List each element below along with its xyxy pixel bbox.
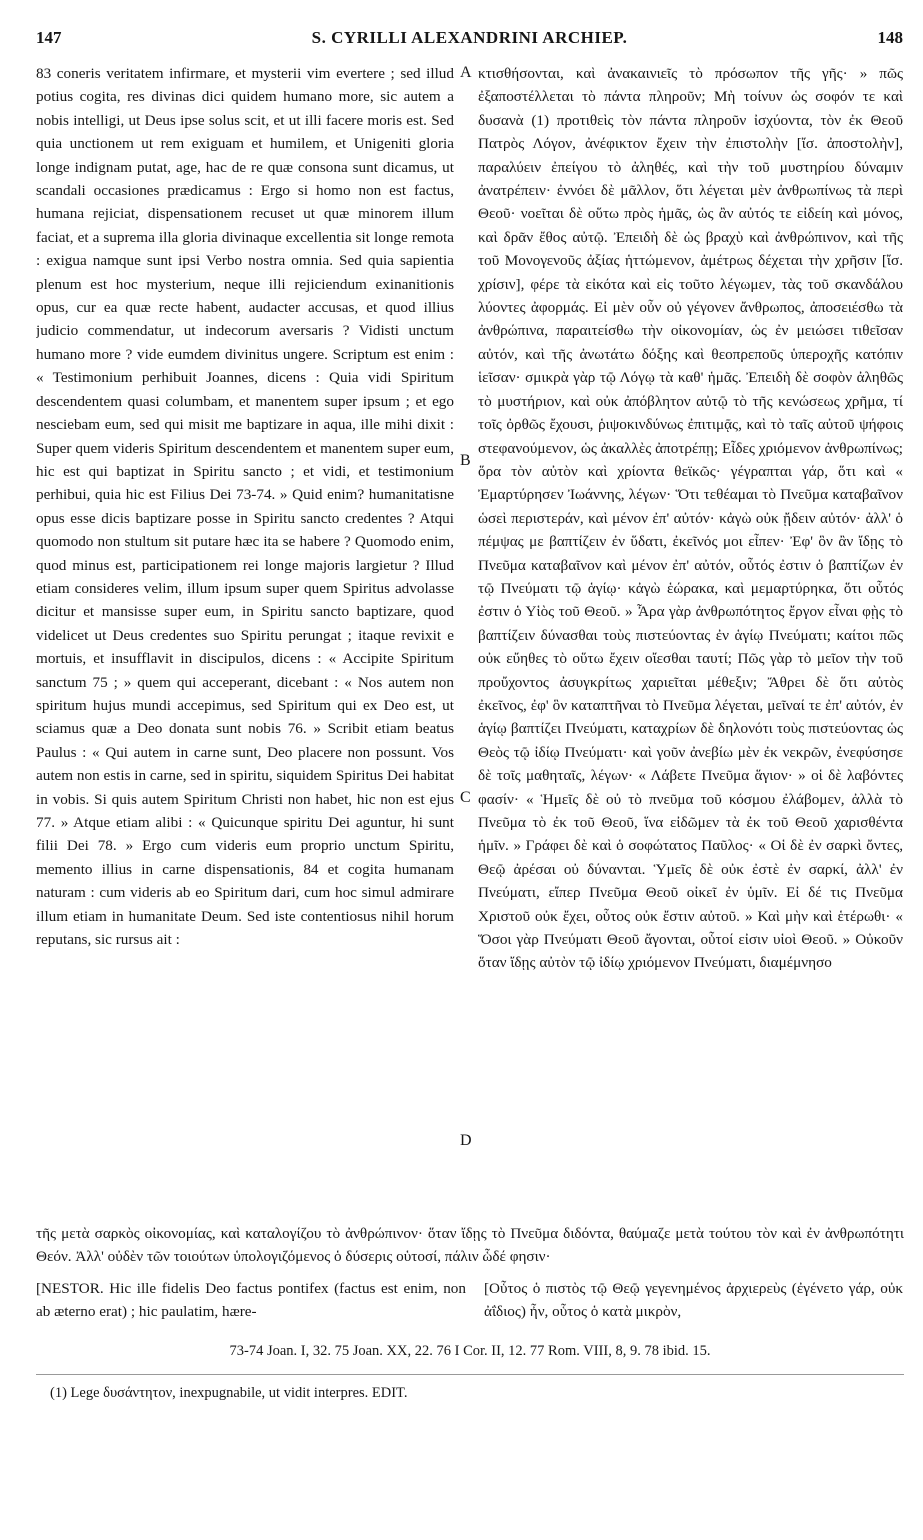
running-header (36, 28, 903, 58)
editor-footnote: (1) Lege δυσάντητον, inexpugnabile, ut vidit interpres. EDIT. (50, 1384, 408, 1401)
section-letter-c: C (460, 789, 471, 806)
nestor-latin: [NESTOR. Hic ille fidelis Deo factus pontifex (factus est enim, non ab æterno erat) ; hic paulatim, hære- (36, 1279, 466, 1321)
running-title: S. CYRILLI ALEXANDRINI ARCHIEP. (311, 28, 628, 47)
section-letter-d: D (460, 1132, 472, 1149)
greek-column: κτισθήσονται, καὶ ἀνακαινιεῖς τὸ πρόσωπον τῆς γῆς· » πῶς ἐξαποστέλλεται τὸ πάντα πληροῦν; Μὴ τοίνυν ὡς σοφόν τε καὶ δυσανὰ (1) προτιθεὶς τὸν πάντα πληροῦν ἰσχύοντα, τὸν ἐκ Θεοῦ Πατρὸς Λόγον, ἀνέφικτον ἔχειν τὴν ἐπιστολὴν [ἴσ. ἀποστολὴν], παραλύειν ἐπείγου τὸ ἀληθές, καὶ τὴν τοῦ μυστηρίου δύναμιν ἀνατρέπειν· ἐννόει δὲ μᾶλλον, ὅτι λέγεται μὲν ἀνθρωπίνως τὰ περὶ Θεοῦ· νοεῖται δὲ οὕτω πρὸς ἡμᾶς, ὡς ἂν αὐτός τε εἰδείη καὶ μόνος, καὶ δρᾶν ἔθος αὐτῷ. Ἐπειδὴ δὲ ὡς βραχὺ καὶ ἀνθρώπινον, καὶ τῆς τοῦ Μονογενοῦς ἀξίας ἡττώμενον, ἀμέτρως δέχεται τὴν χρῆσιν [ἴσ. χρίσιν], φέρε τὰ εἰκότα καὶ εἰς τοῦτο λέγωμεν, τὰς τοῦ σκανδάλου λύοντες ἀφορμάς. Εἰ μὲν οὖν οὐ γέγονεν ἄνθρωπος, ἀποσειέσθω τὰ ἀνθρώπινα, παραιτείσθω τὴν οἰκονομίαν, ὡς ἐν μειώσει τιθεῖσαν αὐτόν, καὶ τῆς ἀνωτάτω δόξης καὶ θεοπρεποῦς ὑπεροχῆς κατόπιν ἱεῖσαν· σμικρὰ γὰρ τῷ Λόγῳ τὰ καθ' ἡμᾶς. Ἐπειδὴ δὲ σοφὸν ἀληθῶς τὸ μυστήριον, καὶ οὐκ ἀπόβλητον αὐτῷ τὸ τῆς κενώσεως χρῆμα, τί τοῖς ὀρθῶς ἔχουσι, ῥιψοκινδύνως ἐπιτιμᾷς, καὶ τὸ ταῖς αὐτοῦ ψήφοις στεφανούμενον, ὡς ἀκαλλὲς ἀποτρέπῃ; Εἶδες χριόμενον ἀνθρωπίνως; ὅρα τὸν αὐτὸν καὶ χρίοντα θεϊκῶς· γέγραπται γάρ, ὅτι καὶ « Ἐμαρτύρησεν Ἰωάννης, λέγων· Ὅτι τεθέαμαι τὸ Πνεῦμα καταβαῖνον ὡσεὶ περιστεράν, καὶ μένον ἐπ' αὐτόν· κἀγὼ οὐκ ᾔδειν αὐτόν· ἀλλ' ὁ πέμψας με βαπτίζειν ἐν ὕδατι, ἐκεῖνός μοι εἶπεν· Ἐφ' ὃν ἂν ἴδῃς τὸ Πνεῦμα καταβαῖνον καὶ μένον ἐπ' αὐτόν, οὗτός ἐστιν ὁ βαπτίζων ἐν τῷ Πνεύματι τῷ ἁγίῳ· κἀγὼ ἑώρακα, καὶ μεμαρτύρηκα, ὅτι οὗτός ἐστιν ὁ Υἱὸς τοῦ Θεοῦ. » Ἆρα γὰρ ἀνθρωπότητος ἔργον εἶναι φῂς τὸ βαπτίζειν δύνασθαι τοὺς πιστεύοντας ἐν ἁγίῳ Πνεύματι; καίτοι πῶς οὐκ εὔηθες τὸ οὕτω ἔχειν οἴεσθαι ταυτί; Πῶς γὰρ τὸ μεῖον τὴν τοῦ προὔχοντος ἀσυγκρίτως χαριεῖται μέθεξιν; Ἄθρει δὲ ὅτι αὐτὸς ἐκεῖνος, ἐφ' ὃν καταπτῆναι τὸ Πνεῦμα λέγεται, μεῖναί τε ἐπ' αὐτόν, ἐν ἁγίῳ βαπτίζει Πνεύματι, καταχρίων δὲ δηλονότι τοὺς πιστεύοντας ὡς Θεὸς τῷ ἰδίῳ Πνεύματι· καὶ γοῦν ἀνεβίω μὲν ἐκ νεκρῶν, ἐνεφύσησε δὲ τοῖς μαθηταῖς, λέγων· « Λάβετε Πνεῦμα ἅγιον· » οἱ δὲ λαβόντες φασίν· « Ἡμεῖς δὲ οὐ τὸ πνεῦμα τοῦ κόσμου ἐλάβομεν, ἀλλὰ τὸ Πνεῦμα τὸ ἐκ τοῦ Θεοῦ, ἵνα εἰδῶμεν τὰ ἐκ τοῦ Θεοῦ χαρισθέντα ἡμῖν. » Γράφει δὲ καὶ ὁ σοφώτατος Παῦλος· « Οἱ δὲ ἐν σαρκὶ ὄντες, Θεῷ ἀρέσαι οὐ δύνανται. Ὑμεῖς δὲ οὐκ ἐστὲ ἐν σαρκί, ἀλλ' ἐν Πνεύματι, εἴπερ Πνεῦμα Θεοῦ οἰκεῖ ἐν ὑμῖν. Εἰ δέ τις Πνεῦμα Χριστοῦ οὐκ ἔχει, οὗτος οὐκ ἔστιν αὐτοῦ. » Καὶ μὴν καὶ ἑτέρωθι· « Ὅσοι γὰρ Πνεύματι Θεοῦ ἄγονται, οὗτοί εἰσιν υἱοὶ Θεοῦ. » Οὐκοῦν ὅταν ἴδῃς αὐτὸν τῷ ἰδίῳ χριόμενον Πνεύματι, διαμέμνησο (478, 65, 903, 972)
nestor-greek: [Οὗτος ὁ πιστὸς τῷ Θεῷ γεγενημένος ἀρχιερεὺς (ἐγένετο γάρ, οὐκ ἀΐδιος) ἦν, οὗτος ὁ κατὰ μικρὸν, (484, 1279, 903, 1321)
greek-spanning-text: τῆς μετὰ σαρκὸς οἰκονομίας, καὶ καταλογίζου τὸ ἀνθρώπινον· ὅταν ἴδῃς τὸ Πνεῦμα διδόντα, θαύμαζε μετὰ τούτου τὸν καὶ ἐν ἀνθρωπότητι Θεόν. Ἀλλ' οὐδὲν τῶν τοιούτων ὑπολογιζόμενος ὁ δύσερις οὑτοσί, πάλιν ὧδέ φησιν· (36, 1225, 904, 1266)
section-letter-b: B (460, 452, 471, 469)
footnote-divider (36, 1374, 904, 1375)
scripture-references: 73-74 Joan. I, 32. 75 Joan. XX, 22. 76 I Cor. II, 12. 77 Rom. VIII, 8, 9. 78 ibid. 15. (229, 1342, 711, 1359)
section-letter-a: A (460, 64, 472, 81)
latin-column: 83 coneris veritatem infirmare, et mysterii vim evertere ; sed illud potius cogita, res divinas dici quidem humano more, sic autem a nobis intelligi, ut Deus ipse solus scit, et ut illi facere moris est. Sed quia unctionem ut rem exiguam et humilem, et Unigeniti gloria longe indignam putat, age, hac de re quæ consona sunt dicamus, ut scandali occasiones prædicamus : Ergo si homo non est factus, humana rejiciat, dispensationem recuset ut quæ minorem illum faciat, et a suprema illa gloria divinaque excellentia sit longe remota : exigua namque sunt ipsi Verbo nostra omnia. Sed quia sapientia plenum est hoc mysterium, neque illi rejiciendum exinanitionis opus, cur ea quæ recte habent, audacter accusas, et quod illius judicio commendatur, ut indecorum aversaris ? Vidisti unctum humano more ? vide eumdem divinitus ungere. Scriptum est enim : « Testimonium perhibuit Joannes, dicens : Quia vidi Spiritum descendentem quasi columbam, et manentem super ipsum ; et ego nesciebam eum, sed qui misit me baptizare in aqua, ille mihi dixit : Super quem videris Spiritum descendentem et manentem super eum, hic est qui baptizat in Spiritu sancto ; et vidi, et testimonium perhibui, quia hic est Filius Dei 73-74. » Quid enim? humanitatisne opus esse dicis baptizare posse in Spiritu sancto credentes ? Atqui quomodo non stultum sit putare hæc ita se habere ? Quomodo enim, quod minus est, participationem rei longe majoris largietur ? Illud etiam consideres velim, illum ipsum super quem Spiritus advolasse dicitur et mansisse super eum, in Spiritu sancto baptizare, quod videlicet ut Deus credentes suo Spiritu perungat ; itaque revixit e mortuis, et insufflavit in discipulos, dicens : « Accipite Spiritum sanctum 75 ; » quem qui acceperant, dicebant : « Nos autem non spiritum hujus mundi accepimus, sed Spiritum qui ex Deo est, ut sciamus quæ a Deo donata sunt nobis 76. » Scribit etiam beatus Paulus : « Qui autem in carne sunt, Deo placere non possunt. Vos autem non estis in carne, sed in spiritu, siquidem Spiritus Dei habitat in vobis. Si quis autem Spiritum Christi non habet, hic non est ejus 77. » Atque etiam alibi : « Quicunque spiritu Dei aguntur, hi sunt filii Dei 78. » Ergo cum videris eum proprio unctum Spiritu, memento illius in carne dispensationis, 84 et cogita humanam naturam : cum videris ab eo Spiritum dari, cum hoc simul admirare illum etiam in humanitate Deum. Sed iste contentiosus nihil horum reputans, sic rursus ait : (36, 65, 454, 949)
section-letter-gutter (454, 62, 478, 1222)
two-column-body (36, 62, 903, 1222)
left-page-number: 147 (36, 28, 62, 47)
right-page-number: 148 (877, 28, 903, 47)
nestor-section (36, 1277, 903, 1329)
